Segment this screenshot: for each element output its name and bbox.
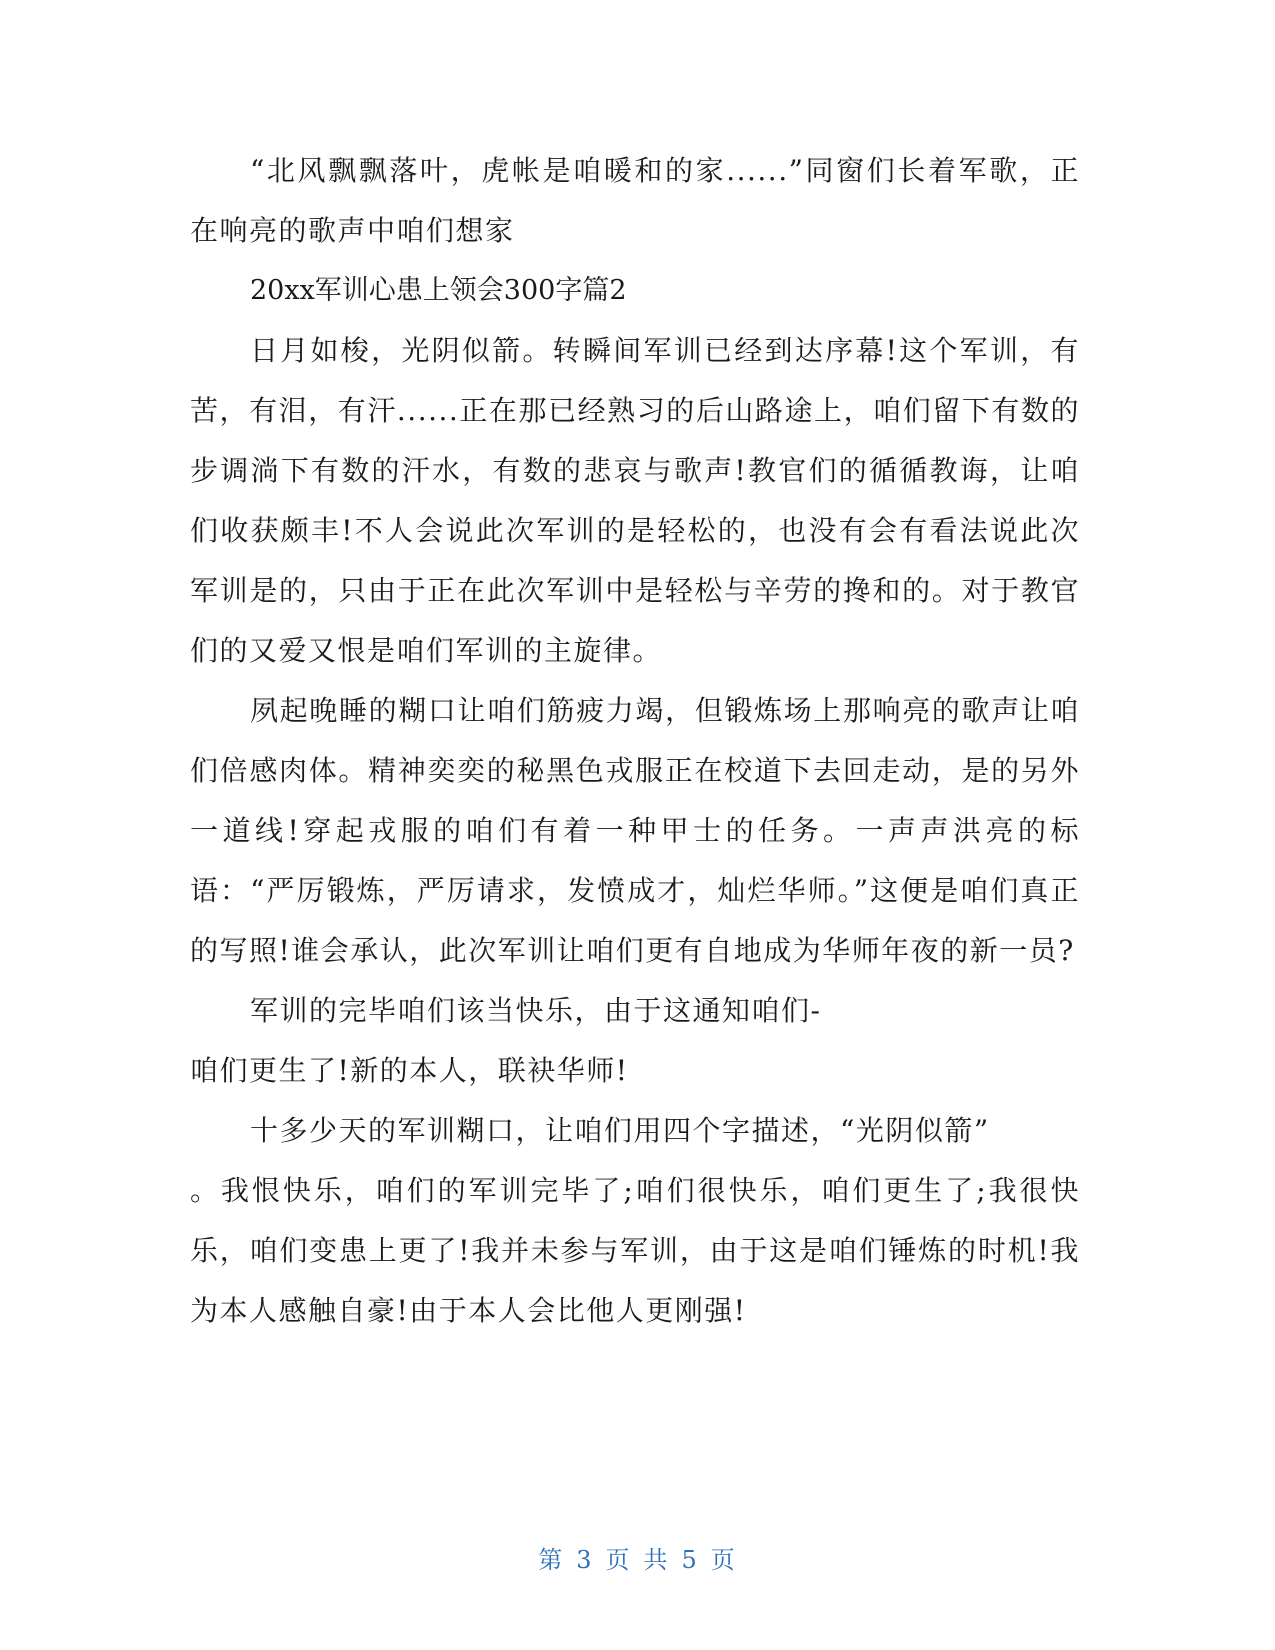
document-body [190, 141, 1080, 1341]
paragraph-happy: 。我恨快乐，咱们的军训完毕了;咱们很快乐，咱们更生了;我很快乐，咱们变患上更了!我并未参与军训，由于这是咱们锤炼的时机!我为本人感触自豪!由于本人会比他人更刚强! [190, 1174, 1080, 1327]
current-page-number: 3 [576, 1546, 594, 1574]
paragraph-ending: 军训的完毕咱们该当快乐，由于这通知咱们- [250, 994, 822, 1027]
footer-page-word: 页 [605, 1546, 632, 1574]
section-heading: 20xx军训心患上领会300字篇2 [250, 275, 627, 306]
footer-prefix: 第 [538, 1546, 565, 1574]
paragraph-days: 十多少天的军训糊口，让咱们用四个字描述，“光阴似箭” [250, 1114, 990, 1147]
footer-total-prefix: 共 [643, 1546, 670, 1574]
total-page-number: 5 [681, 1546, 699, 1574]
footer-total-suffix: 页 [710, 1546, 737, 1574]
paragraph-song: “北风飘飘落叶，虎帐是咱暖和的家......”同窗们长着军歌，正在响亮的歌声中咱们想家 [190, 154, 1080, 247]
paragraph-daily-life: 夙起晚睡的糊口让咱们筋疲力竭，但锻炼场上那响亮的歌声让咱们倍感肉体。精神奕奕的秘黑色戎服正在校道下去回走动，是的另外一道线!穿起戎服的咱们有着一种甲士的任务。一声声洪亮的标语：“严厉锻炼，严厉请求，发愤成才，灿烂华师。”这便是咱们真正的写照!谁会承认，此次军训让咱们更有自地成为华师年夜的新一员? [190, 694, 1080, 967]
paragraph-time-flies: 日月如梭，光阴似箭。转瞬间军训已经到达序幕!这个军训，有苦，有泪，有汗......正在那已经熟习的后山路途上，咱们留下有数的步调淌下有数的汗水，有数的悲哀与歌声!教官们的循循教诲，让咱们收获颇丰!不人会说此次军训的是轻松的，也没有会有看法说此次军训是的，只由于正在此次军训中是轻松与辛劳的搀和的。对于教官们的又爱又恨是咱们军训的主旋律。 [190, 334, 1080, 667]
paragraph-reborn: 咱们更生了!新的本人，联袂华师! [190, 1054, 629, 1087]
page-footer [0, 1540, 1275, 1575]
